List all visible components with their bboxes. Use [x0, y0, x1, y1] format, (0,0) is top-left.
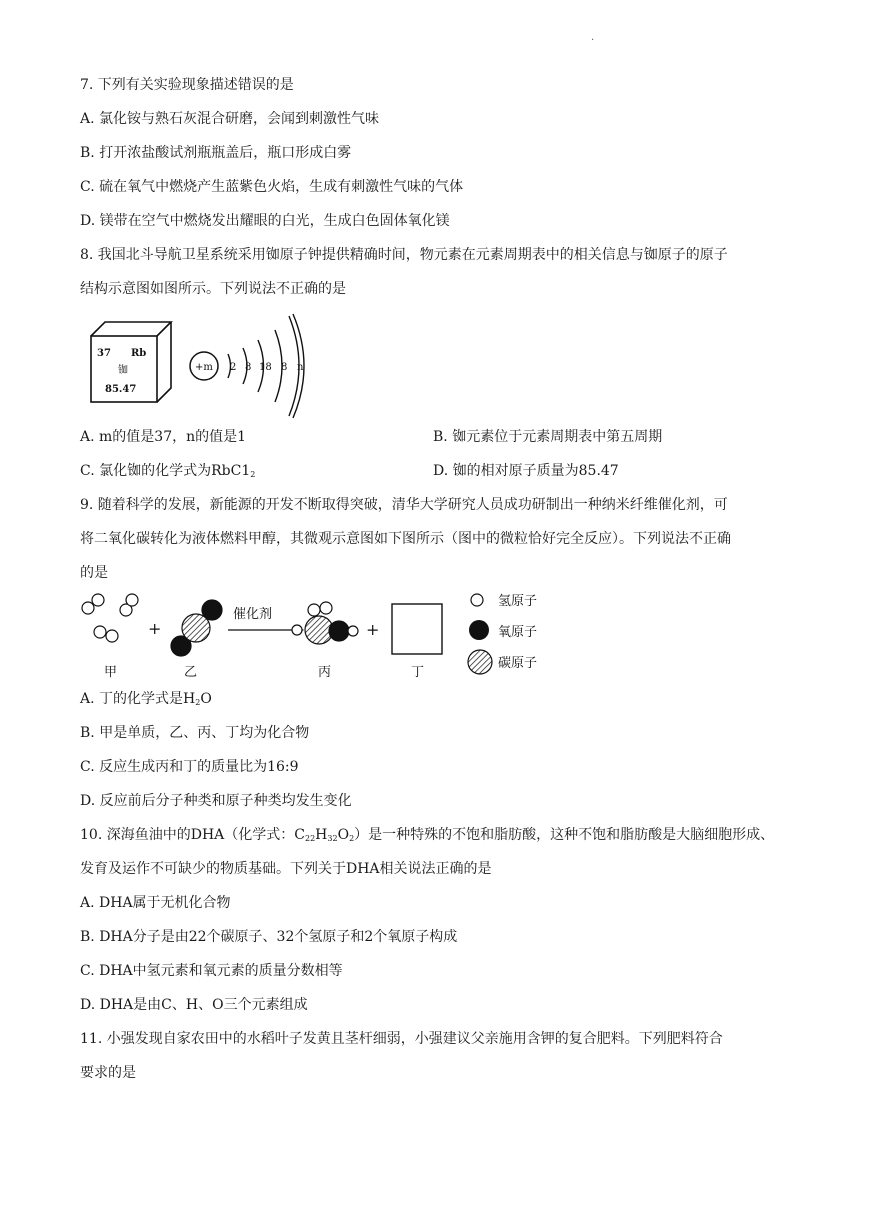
element-symbol: Rb: [131, 348, 147, 359]
q8-stem-line2: 结构示意图如图所示。下列说法不正确的是: [80, 281, 346, 297]
q8-stem-line1: 8. 我国北斗导航卫星系统采用铷原子钟提供精确时间，物元素在元素周期表中的相关信息与铷原子的原子: [80, 247, 728, 263]
rubidium-figure: [85, 310, 325, 420]
q7-option-b: B. 打开浓盐酸试剂瓶瓶盖后，瓶口形成白雾: [80, 145, 352, 161]
label-bing: 丙: [318, 665, 332, 680]
shell-3: 18: [259, 362, 272, 373]
q11-stem-line2: 要求的是: [80, 1065, 136, 1081]
legend-carbon: 碳原子: [498, 656, 538, 671]
q7-option-a: A. 氯化铵与熟石灰混合研磨，会闻到刺激性气味: [80, 111, 380, 127]
label-ding: 丁: [411, 665, 425, 680]
legend-hydrogen: 氢原子: [498, 594, 538, 609]
q7-option-c: C. 硫在氧气中燃烧产生蓝紫色火焰，生成有刺激性气味的气体: [80, 179, 464, 195]
plus-sign-2: +: [366, 620, 380, 639]
legend-carbon-icon: [468, 650, 492, 674]
shell-4: 8: [281, 362, 288, 373]
label-jia: 甲: [104, 665, 118, 680]
header-mark: .: [591, 32, 595, 43]
reactant-jia-h2: [82, 594, 138, 642]
label-yi: 乙: [184, 665, 198, 680]
q10-option-c: C. DHA中氢元素和氧元素的质量分数相等: [80, 963, 343, 979]
element-name: 铷: [118, 365, 128, 376]
q10-option-b: B. DHA分子是由22个碳原子、32个氢原子和2个氧原子构成: [80, 929, 458, 945]
q8-option-c: C. 氯化铷的化学式为$RbC1_2$: [80, 463, 256, 479]
product-bing-methanol: [292, 602, 358, 644]
q7-option-d: D. 镁带在空气中燃烧发出耀眼的白光，生成白色固体氧化镁: [80, 213, 450, 229]
q9-stem-line2: 将二氧化碳转化为液体燃料甲醇，其微观示意图如下图所示（图中的微粒恰好完全反应）。下列说法不正确: [80, 531, 731, 547]
shell-5: n: [297, 362, 304, 373]
nucleus-charge: +m: [195, 362, 213, 373]
q10-stem-line2: 发育及运作不可缺少的物质基础。下列关于DHA相关说法正确的是: [80, 861, 492, 877]
q9-stem-line1: 9. 随着科学的发展，新能源的开发不断取得突破，清华大学研究人员成功研制出一种纳米纤维催化剂，可: [80, 497, 728, 513]
atomic-mass: 85.47: [105, 384, 137, 395]
q10-option-a: A. DHA属于无机化合物: [80, 895, 231, 911]
plus-sign-1: +: [148, 619, 162, 638]
q8-option-b: B. 铷元素位于元素周期表中第五周期: [433, 429, 663, 445]
product-ding-box: [392, 604, 442, 654]
q9-stem-line3: 的是: [80, 565, 108, 581]
legend-oxygen-icon: [469, 620, 489, 640]
atomic-number: 37: [97, 348, 111, 359]
shell-2: 8: [245, 362, 252, 373]
q11-stem-line1: 11. 小强发现自家农田中的水稻叶子发黄且茎杆细弱，小强建议父亲施用含钾的复合肥料。下列肥料符合: [80, 1031, 723, 1047]
q8-option-d: D. 铷的相对原子质量为85.47: [433, 463, 619, 479]
q8-option-a: A. m的值是37，n的值是1: [80, 429, 247, 445]
legend-hydrogen-icon: [471, 594, 483, 606]
q9-option-d: D. 反应前后分子种类和原子种类均发生变化: [80, 793, 352, 809]
catalyst-label: 催化剂: [233, 607, 273, 622]
q7-stem: 7. 下列有关实验现象描述错误的是: [80, 77, 294, 93]
q9-option-a: A. 丁的化学式是$H_2O$: [80, 691, 212, 707]
legend-oxygen: 氧原子: [498, 625, 538, 640]
shell-1: 2: [230, 362, 237, 373]
reaction-figure: [78, 588, 568, 684]
reactant-yi-co2: [171, 600, 222, 656]
q9-option-c: C. 反应生成丙和丁的质量比为16:9: [80, 759, 299, 775]
q10-option-d: D. DHA是由C、H、O三个元素组成: [80, 997, 308, 1013]
q10-stem-line1: 10. 深海鱼油中的DHA（化学式：$C_{22}H_{32}O_2$）是一种特殊的不饱和脂肪酸，这种不饱和脂肪酸是大脑细胞形成、: [80, 827, 775, 843]
q9-option-b: B. 甲是单质，乙、丙、丁均为化合物: [80, 725, 310, 741]
